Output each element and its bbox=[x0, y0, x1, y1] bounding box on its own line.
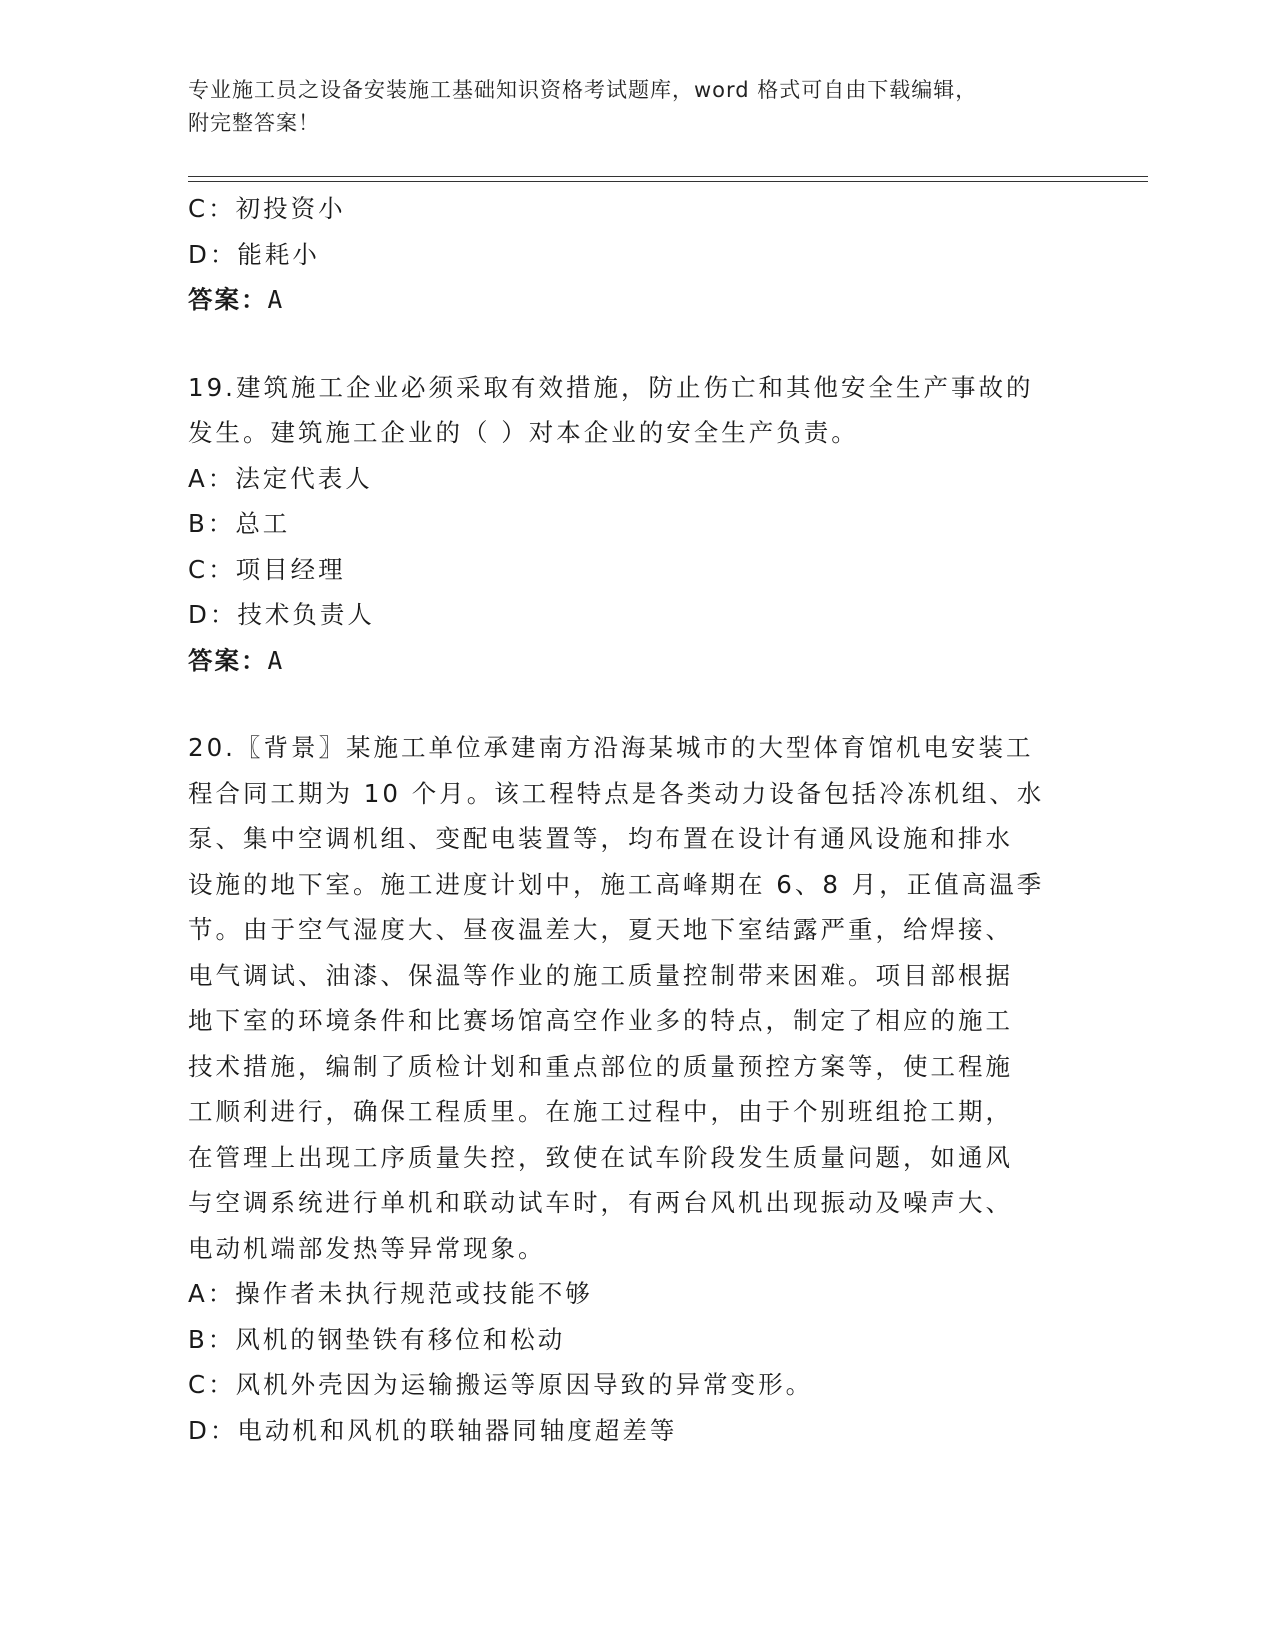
spacer bbox=[188, 683, 1068, 725]
option-a bbox=[188, 456, 1068, 502]
option-text: 技术负责人 bbox=[237, 600, 375, 629]
question-stem-line: 程合同工期为 10 个月。该工程特点是各类动力设备包括冷冻机组、水 bbox=[188, 778, 1045, 808]
question-20 bbox=[188, 725, 1068, 1453]
question-18-tail bbox=[188, 186, 1068, 323]
option-d bbox=[188, 1408, 1068, 1454]
answer-label: 答案： bbox=[188, 285, 268, 314]
option-c bbox=[188, 1362, 1068, 1408]
question-stem-line: 节。由于空气湿度大、昼夜温差大，夏天地下室结露严重，给焊接、 bbox=[188, 915, 1013, 944]
option-text: 法定代表人 bbox=[235, 463, 373, 493]
question-stem-line: 电气调试、油漆、保温等作业的施工质量控制带来困难。项目部根据 bbox=[188, 960, 1013, 990]
option-key: C： bbox=[188, 194, 236, 223]
answer-label: 答案： bbox=[188, 645, 268, 675]
question-stem-line: 与空调系统进行单机和联动试车时，有两台风机出现振动及噪声大、 bbox=[188, 1188, 1013, 1217]
question-stem-line: 设施的地下室。施工进度计划中，施工高峰期在 6、8 月，正值高温季 bbox=[188, 869, 1045, 899]
option-text: 风机的钢垫铁有移位和松动 bbox=[235, 1324, 566, 1354]
answer-value: A bbox=[267, 645, 285, 675]
option-key: A： bbox=[188, 1279, 236, 1308]
question-stem-line: 在管理上出现工序质量失控，致使在试车阶段发生质量问题，如通风 bbox=[188, 1142, 1013, 1172]
question-stem-line: 19.建筑施工企业必须采取有效措施，防止伤亡和其他安全生产事故的 bbox=[188, 372, 1034, 402]
option-key: C： bbox=[188, 554, 236, 584]
option-text: 总工 bbox=[235, 509, 291, 538]
option-text: 初投资小 bbox=[235, 194, 346, 223]
option-b bbox=[188, 501, 1068, 547]
question-stem-line: 技术措施，编制了质检计划和重点部位的质量预控方案等，使工程施 bbox=[188, 1051, 1013, 1081]
header-rule-top bbox=[188, 176, 1148, 177]
option-text: 电动机和风机的联轴器同轴度超差等 bbox=[237, 1415, 678, 1445]
question-stem-line: 地下室的环境条件和比赛场馆高空作业多的特点，制定了相应的施工 bbox=[188, 1006, 1013, 1035]
option-text: 操作者未执行规范或技能不够 bbox=[235, 1279, 593, 1308]
option-key: A： bbox=[188, 463, 236, 493]
option-key: D： bbox=[188, 600, 238, 629]
option-key: D： bbox=[188, 239, 238, 269]
question-stem-line: 泵、集中空调机组、变配电装置等，均布置在设计有通风设施和排水 bbox=[188, 824, 1013, 853]
option-text: 能耗小 bbox=[237, 239, 320, 269]
option-b bbox=[188, 1317, 1068, 1363]
header-line-2: 附完整答案！ bbox=[188, 111, 320, 135]
option-text: 项目经理 bbox=[235, 554, 346, 584]
document-header bbox=[188, 74, 1068, 140]
question-19 bbox=[188, 365, 1068, 684]
question-stem-line: 20.〖背景〗某施工单位承建南方沿海某城市的大型体育馆机电安装工 bbox=[188, 733, 1034, 762]
question-stem-line: 工顺利进行，确保工程质里。在施工过程中，由于个别班组抢工期， bbox=[188, 1097, 1013, 1126]
option-key: B： bbox=[188, 509, 236, 538]
answer-line bbox=[188, 638, 1068, 684]
option-text: 风机外壳因为运输搬运等原因导致的异常变形。 bbox=[235, 1370, 814, 1399]
answer-value: A bbox=[267, 285, 285, 314]
option-d bbox=[188, 592, 1068, 638]
option-key: C： bbox=[188, 1370, 236, 1399]
spacer bbox=[188, 323, 1068, 365]
header-line-1: 专业施工员之设备安装施工基础知识资格考试题库，word 格式可自由下载编辑， bbox=[188, 78, 978, 102]
option-key: B： bbox=[188, 1324, 236, 1354]
option-c bbox=[188, 186, 1068, 232]
document-body bbox=[188, 186, 1068, 1453]
option-a bbox=[188, 1271, 1068, 1317]
question-stem-line: 发生。建筑施工企业的（ ）对本企业的安全生产负责。 bbox=[188, 418, 859, 447]
header-rule-bottom bbox=[188, 181, 1148, 182]
answer-line bbox=[188, 277, 1068, 323]
option-c bbox=[188, 547, 1068, 593]
option-key: D： bbox=[188, 1415, 238, 1445]
question-stem-line: 电动机端部发热等异常现象。 bbox=[188, 1233, 546, 1263]
option-d bbox=[188, 232, 1068, 278]
